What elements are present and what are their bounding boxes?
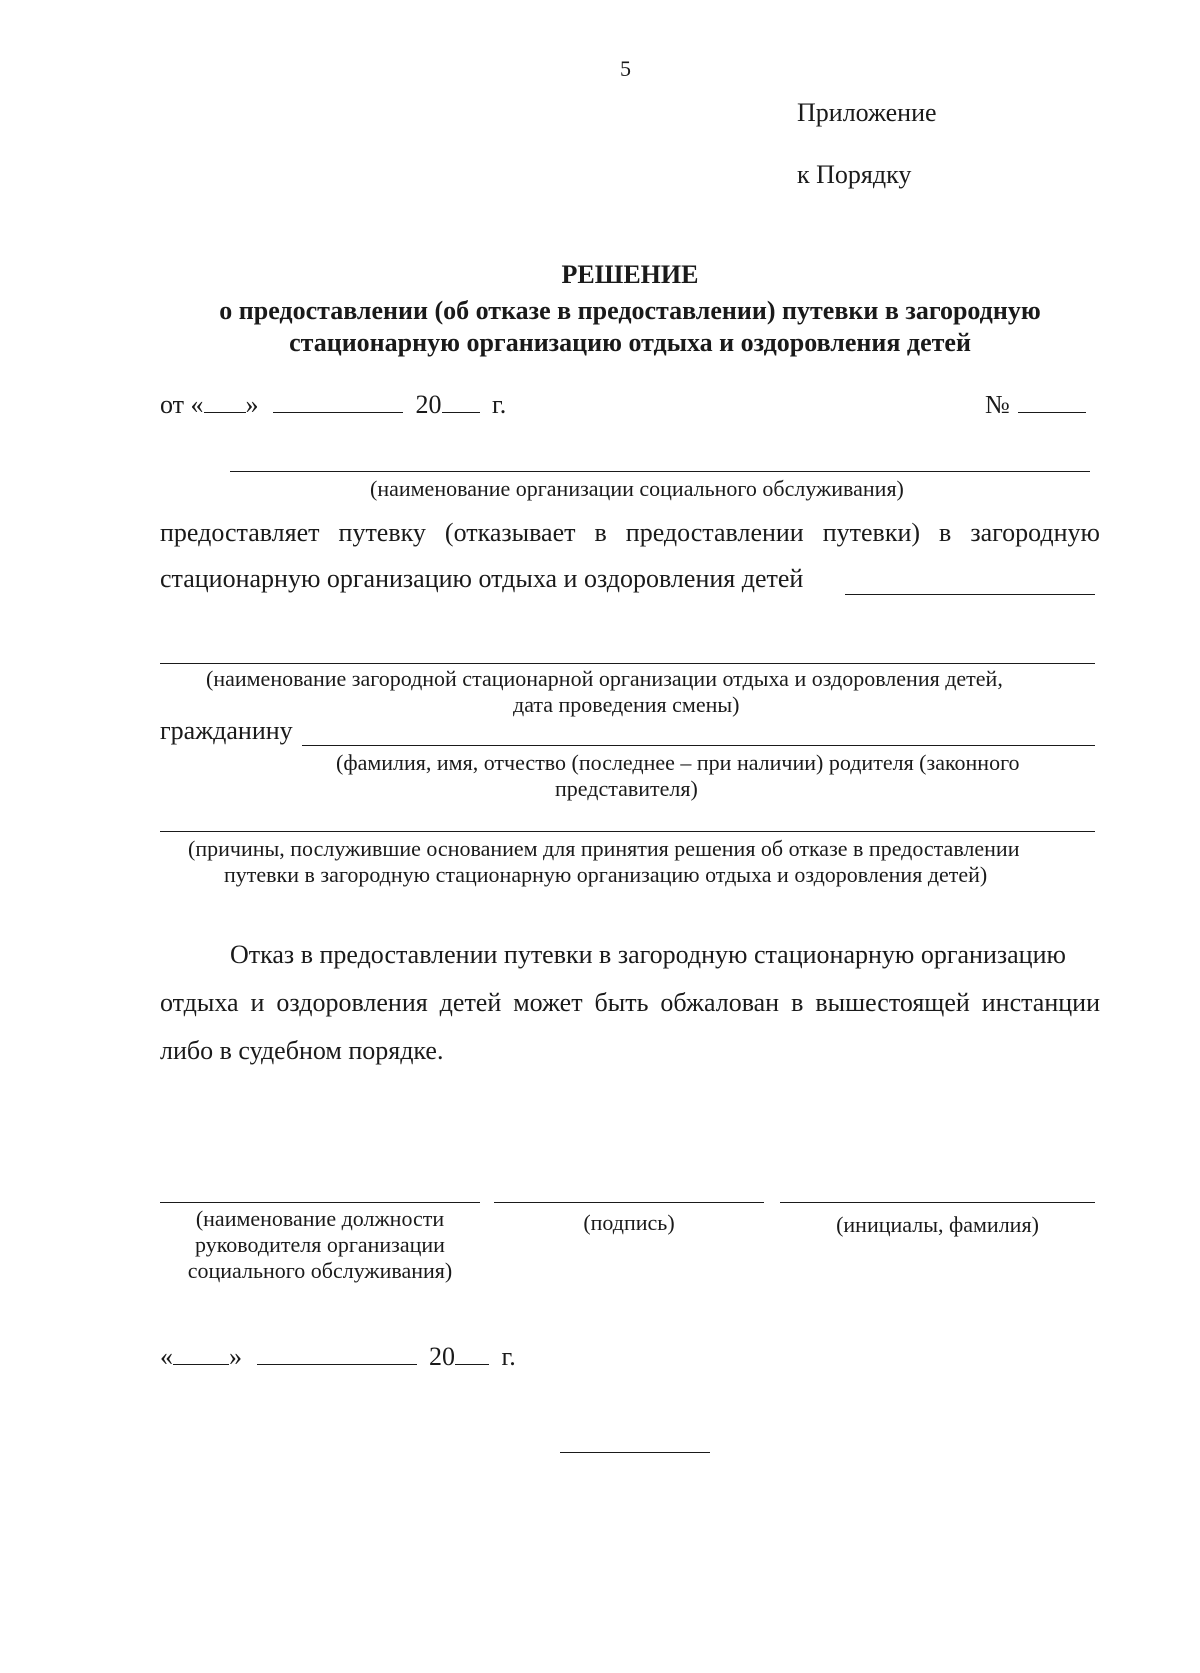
appeal-text-line-2: отдыха и оздоровления детей может быть обжалован в вышестоящей инстанции <box>160 988 1100 1017</box>
signature-line <box>494 1202 764 1203</box>
position-caption-line-3: социального обслуживания) <box>187 1258 453 1283</box>
org-caption: (наименование организации социального обслуживания) <box>370 476 904 501</box>
initials-line <box>780 1202 1095 1203</box>
parent-caption-line-2: представителя) <box>555 776 698 801</box>
month-blank <box>273 390 403 413</box>
parent-caption-line-1: (фамилия, имя, отчество (последнее – при наличии) родителя (законного <box>336 750 1020 775</box>
appendix-line-2: к Порядку <box>797 160 912 189</box>
camp-caption-line-2: дата проведения смены) <box>513 692 740 717</box>
appeal-text-line-3: либо в судебном порядке. <box>160 1036 444 1065</box>
date-year-suffix: г. <box>492 390 507 419</box>
bottom-year-suffix: г. <box>501 1342 516 1371</box>
day-blank <box>204 390 246 413</box>
reason-caption-line-1: (причины, послужившие основанием для принятия решения об отказе в предоставлении <box>188 836 1020 861</box>
year-blank <box>442 390 480 413</box>
number-blank <box>1018 390 1086 413</box>
number-sign: № <box>985 390 1010 419</box>
date-year-prefix: 20 <box>415 390 442 419</box>
bottom-quote-open: « <box>160 1342 173 1371</box>
signature-caption: (подпись) <box>583 1210 675 1235</box>
bottom-day-blank <box>173 1342 229 1365</box>
position-caption-line-1: (наименование должности <box>195 1206 445 1231</box>
camp-caption-line-1: (наименование загородной стационарной организации отдыха и оздоровления детей, <box>206 666 1003 691</box>
closing-separator <box>560 1452 710 1453</box>
document-title: РЕШЕНИЕ <box>561 260 699 289</box>
bottom-year-prefix: 20 <box>429 1342 455 1371</box>
date-prefix: от « <box>160 390 204 419</box>
date-row <box>160 390 506 420</box>
bottom-year-blank <box>455 1342 489 1365</box>
citizen-name-line <box>302 745 1095 746</box>
org-name-line <box>230 471 1090 472</box>
position-caption-line-2: руководителя организации <box>195 1232 445 1257</box>
bottom-month-blank <box>257 1342 417 1365</box>
appendix-line-1: Приложение <box>797 98 937 127</box>
grant-text-line-1: предоставляет путевку (отказывает в предоставлении путевки) в загородную <box>160 518 1100 547</box>
initials-caption: (инициалы, фамилия) <box>836 1212 1039 1237</box>
date-quote-close: » <box>245 390 259 419</box>
number-row <box>985 390 1086 420</box>
page-number: 5 <box>620 56 631 81</box>
reason-line <box>160 831 1095 832</box>
position-line <box>160 1202 480 1203</box>
camp-name-line <box>160 663 1095 664</box>
bottom-quote-close: » <box>229 1342 242 1371</box>
citizen-label: гражданину <box>160 716 293 745</box>
grant-text-line-2: стационарную организацию отдыха и оздоровления детей <box>160 564 804 593</box>
document-subtitle-line-1: о предоставлении (об отказе в предоставлении) путевки в загородную <box>219 296 1041 325</box>
camp-name-line-short <box>845 594 1095 595</box>
appeal-text-line-1: Отказ в предоставлении путевки в загородную стационарную организацию <box>230 940 1066 969</box>
bottom-date-row <box>160 1342 516 1372</box>
reason-caption-line-2: путевки в загородную стационарную организацию отдыха и оздоровления детей) <box>224 862 988 887</box>
document-subtitle-line-2: стационарную организацию отдыха и оздоровления детей <box>289 328 971 357</box>
